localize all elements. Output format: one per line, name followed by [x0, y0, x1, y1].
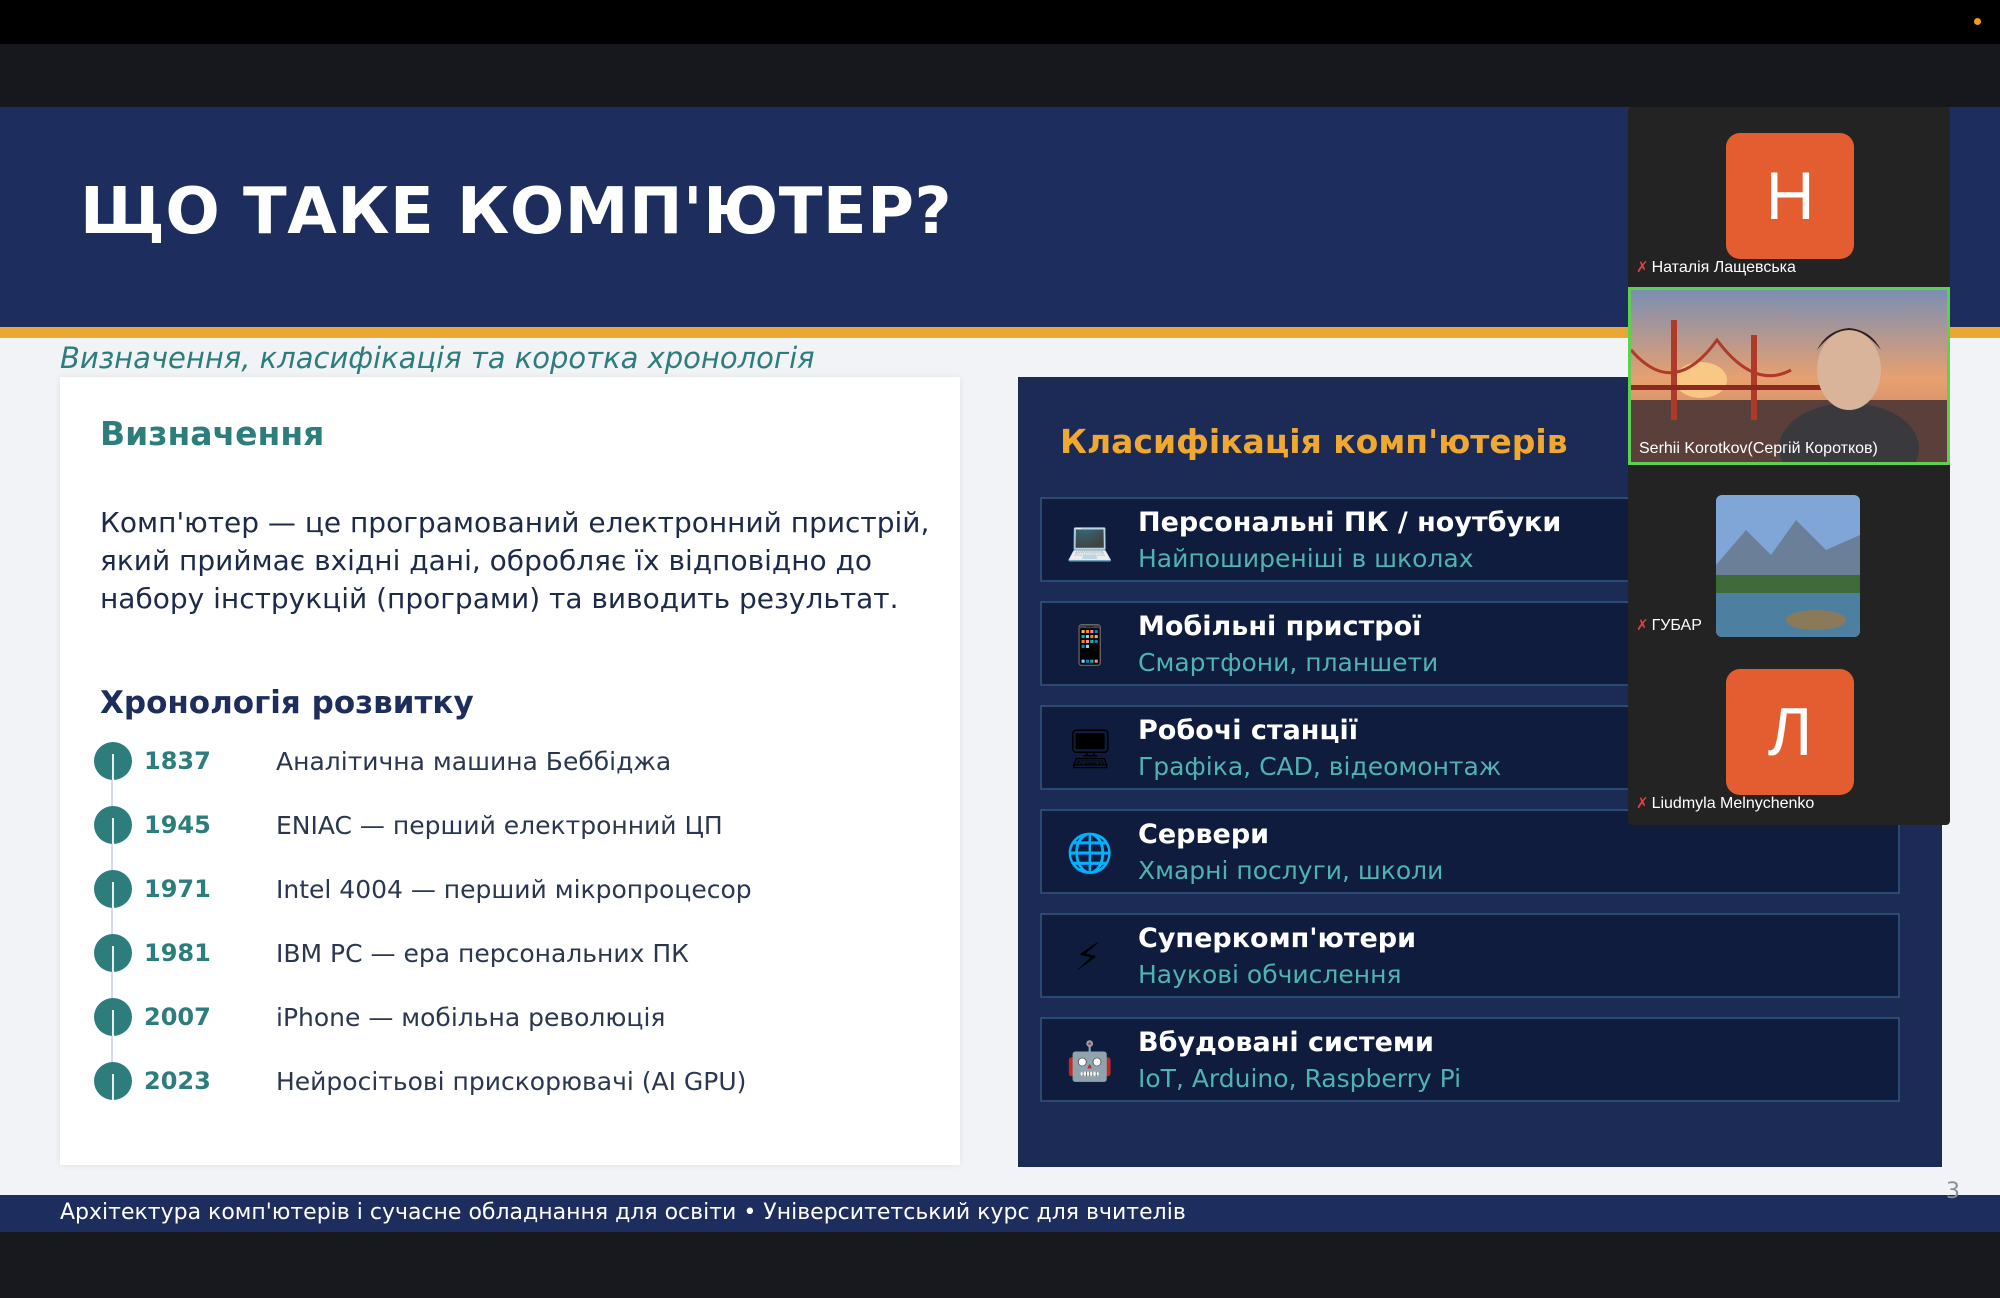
classification-title: Персональні ПК / ноутбуки	[1138, 507, 1562, 538]
timeline-desc: IBM PC — ера персональних ПК	[276, 939, 689, 968]
participant-name-label	[1636, 794, 1814, 813]
mic-muted-icon: ✗	[1636, 617, 1649, 634]
participant-name: ГУБАР	[1651, 617, 1702, 634]
timeline-desc: iPhone — мобільна революція	[276, 1003, 666, 1032]
classification-subtitle: Хмарні послуги, школи	[1138, 856, 1444, 885]
mic-muted-icon: ✗	[1636, 795, 1649, 812]
slide-subtitle: Визначення, класифікація та коротка хронологія	[60, 341, 815, 375]
participant-video-tile[interactable]	[1628, 287, 1950, 465]
classification-subtitle: Найпоширеніші в школах	[1138, 544, 1474, 573]
timeline-desc: Intel 4004 — перший мікропроцесор	[276, 875, 752, 904]
participant-tile[interactable]	[1628, 107, 1950, 285]
timeline-dot-icon	[94, 870, 132, 908]
timeline-year: 1981	[144, 939, 211, 967]
classification-title: Вбудовані системи	[1138, 1027, 1434, 1058]
avatar: Н	[1726, 133, 1854, 259]
landscape-image	[1716, 495, 1860, 637]
lightning-icon: ⚡	[1074, 935, 1102, 979]
participant-name: Serhii Korotkov(Сергій Коротков)	[1639, 440, 1878, 457]
classification-item	[1040, 1017, 1900, 1102]
globe-icon: 🌐	[1066, 831, 1114, 875]
timeline-desc: Нейросітьові прискорювачі (AI GPU)	[276, 1067, 747, 1096]
timeline-desc: Аналітична машина Беббіджа	[276, 747, 672, 776]
timeline-dot-icon	[94, 806, 132, 844]
bottom-dark-bar	[0, 1232, 2000, 1298]
definition-card	[60, 377, 960, 1165]
top-black-bar	[0, 0, 2000, 44]
laptop-icon: 💻	[1066, 519, 1114, 563]
workstation-icon: 🖥	[1066, 727, 1115, 771]
participants-panel	[1628, 107, 1950, 825]
timeline-year: 2023	[144, 1067, 211, 1095]
participant-name-label	[1636, 616, 1702, 635]
classification-title: Суперкомп'ютери	[1138, 923, 1417, 954]
timeline-year: 1837	[144, 747, 211, 775]
participant-name: Liudmyla Melnychenko	[1651, 795, 1815, 812]
timeline-dot-icon	[94, 1062, 132, 1100]
timeline-dot-icon	[94, 934, 132, 972]
classification-subtitle: Смартфони, планшети	[1138, 648, 1439, 677]
classification-title: Сервери	[1138, 819, 1270, 850]
page-number: 3	[1946, 1179, 1960, 1204]
classification-heading: Класифікація комп'ютерів	[1060, 422, 1568, 461]
classification-title: Мобільні пристрої	[1138, 611, 1422, 642]
participant-tile[interactable]	[1628, 643, 1950, 821]
slide-footer	[0, 1195, 2000, 1232]
timeline-year: 1971	[144, 875, 211, 903]
classification-subtitle: Графіка, CAD, відеомонтаж	[1138, 752, 1502, 781]
classification-subtitle: IoT, Arduino, Raspberry Pi	[1138, 1064, 1462, 1093]
robot-icon: 🤖	[1066, 1039, 1114, 1083]
toolbar-strip	[0, 44, 2000, 107]
timeline-dot-icon	[94, 998, 132, 1036]
classification-subtitle: Наукові обчислення	[1138, 960, 1402, 989]
classification-item	[1040, 913, 1900, 998]
participant-name: Наталія Лащевська	[1651, 259, 1796, 276]
participant-name-label	[1636, 258, 1796, 277]
definition-text: Комп'ютер — це програмований електронний пристрій, який приймає вхідні дані, обробляє їх відповідно до набору інструкцій (програми) та виводить результат.	[100, 506, 930, 615]
footer-text: Архітектура комп'ютерів і сучасне обладнання для освіти • Університетський курс для вчителів	[60, 1200, 1186, 1225]
definition-heading: Визначення	[100, 414, 325, 453]
avatar: Л	[1726, 669, 1854, 795]
timeline-year: 1945	[144, 811, 211, 839]
participant-tile[interactable]	[1628, 465, 1950, 643]
timeline-dot-icon	[94, 742, 132, 780]
timeline-year: 2007	[144, 1003, 211, 1031]
slide-title: ЩО ТАКЕ КОМП'ЮТЕР?	[80, 175, 953, 249]
timeline-desc: ENIAC — перший електронний ЦП	[276, 811, 723, 840]
video-feed	[1631, 290, 1950, 465]
participant-thumbnail	[1716, 495, 1860, 637]
classification-title: Робочі станції	[1138, 715, 1358, 746]
status-indicator-icon	[1974, 18, 1981, 25]
mic-muted-icon: ✗	[1636, 259, 1649, 276]
chronology-heading: Хронологія розвитку	[100, 685, 474, 721]
phone-icon: 📱	[1066, 623, 1114, 667]
